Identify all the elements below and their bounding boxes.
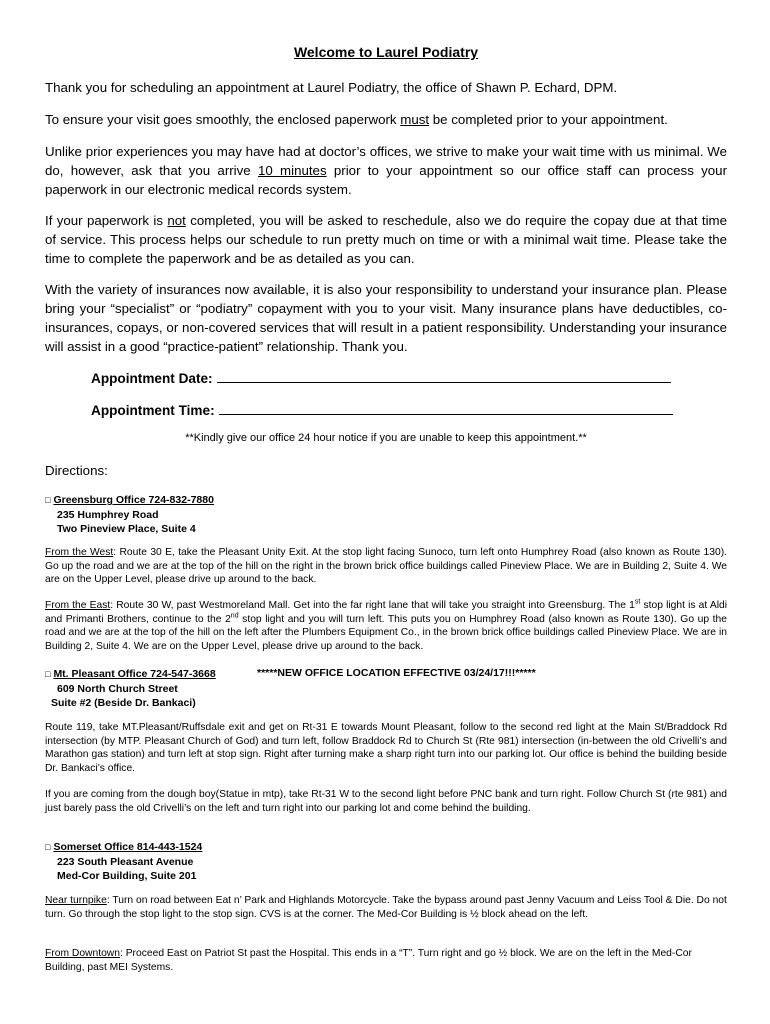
somerset-office-name: Somerset Office 814-443-1524: [53, 841, 203, 853]
wait-text-b: prior to your appointment so our office staff can process your paperwork in our electronic medical records system.: [45, 163, 728, 197]
somerset-address-line1: 223 South Pleasant Avenue: [57, 855, 194, 868]
insurance-paragraph: With the variety of insurances now available, it is also your responsibility to understand your insurance plan. Please bring your “specialist” or “podiatry” copayment with you to your visit. Many insurance plans have deductibles, co-insurances, copays, or non-covered services that will result in a patient responsibility. Understanding your insurance will assist in a good “practice-patient” relationship. Thank you.: [45, 282, 727, 354]
new-location-notice: *****NEW OFFICE LOCATION EFFECTIVE 03/24/17!!!*****: [257, 667, 536, 679]
page-title: Welcome to Laurel Podiatry: [293, 44, 479, 60]
paperwork-must-emphasis: must: [400, 112, 430, 127]
wait-time-paragraph: [45, 142, 727, 199]
greensburg-office-name: Greensburg Office 724-832-7880: [53, 494, 214, 506]
mtpleasant-office-block: [45, 667, 216, 711]
mtpleasant-address-line2: Suite #2 (Beside Dr. Bankaci): [51, 697, 196, 709]
mtpleasant-address-line1: 609 North Church Street: [57, 682, 178, 695]
paperwork-paragraph: [45, 110, 727, 129]
greensburg-east-label: From the East: [45, 600, 111, 611]
greensburg-east-text-b: stop light is at Aldi and Primanti Brothers, continue to the 2: [45, 600, 728, 625]
somerset-downtown-text: : Proceed East on Patriot St past the Hospital. This ends in a “T”. Turn right and go ½ block. We are on the left in the Med-Cor Building, past MEI Systems.: [45, 948, 692, 973]
appointment-date-label: Appointment Date:: [91, 371, 213, 386]
reschedule-paragraph: [45, 211, 727, 268]
greensburg-east-sup1: st: [634, 598, 641, 606]
somerset-checkbox[interactable]: □: [45, 842, 51, 852]
greensburg-checkbox[interactable]: □: [45, 495, 51, 505]
wait-minutes-emphasis: 10 minutes: [257, 163, 327, 178]
reschedule-text-a: If your paperwork is: [45, 213, 168, 228]
somerset-address-line2: Med-Cor Building, Suite 201: [57, 870, 197, 882]
greensburg-east-text-c: stop light and you will turn left. This puts you on Humphrey Road (also known as Route 130). Go up the road and we are at the top of the hill on the left after the Plumbers Equipment Co., in the brown brick office buildings called Pineview Place. We are in Building 2, Suite 4. We are on the Upper Level, please drive up around to the back.: [45, 613, 727, 652]
wait-text-a: Unlike prior experiences you may have had at doctor’s offices, we strive to make your wait time with us minimal. We do, however, ask that you arrive: [45, 144, 727, 178]
somerset-turnpike-label: Near turnpike: [45, 895, 107, 906]
appointment-time-row: [91, 401, 673, 418]
appointment-date-row: [91, 369, 671, 386]
greensburg-address-line1: 235 Humphrey Road: [57, 508, 159, 521]
greensburg-east-directions: [45, 599, 727, 653]
reschedule-text-b: completed, you will be asked to reschedule, also we do require the copay due at that time of service. This process helps our schedule to run pretty much on time or with a minimal wait time. Please take the time to complete the paperwork and be as detailed as you can.: [45, 213, 728, 266]
mtpleasant-route-directions: Route 119, take MT.Pleasant/Ruffsdale exit and get on Rt-31 E towards Mount Pleasant, follow to the second red light at the Main St/Braddock Rd intersection (by MTP. Pleasant Church of God) and turn left, follow Braddock Rd to Church St (Rte 981) intersection (in-between the old Crivelli’s and Marathon gas station) and turn left at stop sign. Right after turning make a sharp right turn into our parking lot. Our office is behind the building beside Dr. Bankaci’s office.: [45, 722, 727, 774]
somerset-office-block: [45, 840, 202, 884]
mtpleasant-checkbox[interactable]: □: [45, 669, 51, 679]
greensburg-west-directions: [45, 546, 727, 587]
greensburg-west-label: From the West: [45, 547, 114, 558]
paperwork-text-a: To ensure your visit goes smoothly, the enclosed paperwork: [45, 112, 401, 127]
somerset-downtown-directions: [45, 947, 727, 974]
greensburg-address-line2: Two Pineview Place, Suite 4: [57, 523, 196, 535]
greensburg-west-text: : Route 30 E, take the Pleasant Unity Exit. At the stop light facing Sunoco, turn left onto Humphrey Road (also known as Route 130). Go up the road and we are at the top of the hill on the right in the brown brick office buildings called Pineview Place. We are in Building 2, Suite 4. We are on the Upper Level, please drive up around to the back.: [45, 547, 728, 585]
appointment-date-field[interactable]: [217, 369, 671, 383]
greensburg-office-block: [45, 493, 214, 537]
greensburg-east-sup2: nd: [230, 612, 239, 620]
directions-heading: Directions:: [45, 463, 108, 478]
reschedule-not-emphasis: not: [167, 213, 186, 228]
cancellation-notice: **Kindly give our office 24 hour notice if you are unable to keep this appointment.**: [185, 432, 587, 444]
somerset-turnpike-directions: [45, 894, 727, 921]
intro-paragraph: Thank you for scheduling an appointment at Laurel Podiatry, the office of Shawn P. Echard, DPM.: [45, 80, 618, 95]
mtpleasant-doughboy-directions: If you are coming from the dough boy(Statue in mtp), take Rt-31 W to the second light before PNC bank and turn right. Follow Church St (rte 981) and just barely pass the old Crivelli’s on the left and turn right into our parking lot and come behind the building.: [45, 789, 727, 814]
somerset-downtown-label: From Downtown: [45, 948, 120, 959]
somerset-turnpike-text: : Turn on road between Eat n’ Park and Highlands Motorcycle. Take the bypass around past Jenny Vacuum and Leiss Tool & Die. Do not turn. Go through the stop light to the stop sign. CVS is at the corner. The Med-Cor Building is ½ block ahead on the left.: [45, 895, 727, 920]
appointment-time-label: Appointment Time:: [91, 403, 215, 418]
mtpleasant-office-name: Mt. Pleasant Office 724-547-3668: [53, 668, 216, 680]
paperwork-text-b: be completed prior to your appointment.: [429, 112, 668, 127]
greensburg-east-text-a: : Route 30 W, past Westmoreland Mall. Get into the far right lane that will take you straight into Greensburg. The 1: [110, 600, 635, 611]
appointment-time-field[interactable]: [219, 401, 673, 415]
